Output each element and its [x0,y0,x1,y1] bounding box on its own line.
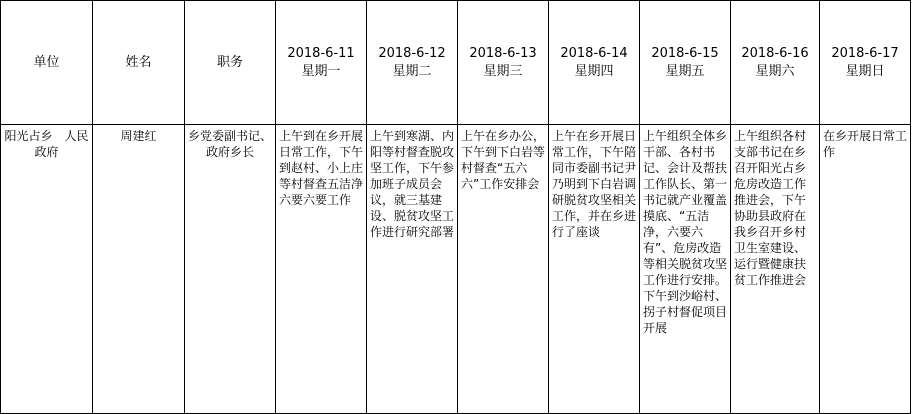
table-row [1,125,911,414]
cell-schedule-day-1: 上午到在乡开展日常工作，下午到赵村、小上庄等村督查五洁净六要六要工作 [276,125,367,414]
header-weekday: 星期五 [665,63,705,79]
header-position: 职务 [185,1,276,125]
header-day-6 [731,1,820,125]
header-row [1,1,911,125]
header-weekday: 星期四 [574,63,614,79]
header-day-3 [458,1,549,125]
cell-schedule-day-4: 上午在乡开展日常工作，下午陪同市委副书记尹乃明到下白岩调研脱贫攻坚相关工作，并在乡进行了座谈 [549,125,640,414]
header-date: 2018-6-15 [651,45,719,61]
cell-schedule-day-5: 上午组织全体乡干部、各村书记、会计及帮扶工作队长、第一书记就产业覆盖摸底、“五洁净，六要六有”、危房改造等相关脱贫攻坚工作进行安排。下午到沙峪村、拐子村督促项目开展 [640,125,731,414]
cell-schedule-day-6: 上午组织各村支部书记在乡召开阳光占乡危房改造工作推进会，下午协助县政府在我乡召开乡村卫生室建设、运行暨健康扶贫工作推进会 [731,125,820,414]
header-date: 2018-6-11 [287,45,355,61]
header-weekday: 星期三 [483,63,523,79]
header-date: 2018-6-12 [378,45,446,61]
header-weekday: 星期二 [392,63,432,79]
header-date: 2018-6-17 [831,45,899,61]
cell-position: 乡党委副书记、政府乡长 [185,125,276,414]
header-day-4 [549,1,640,125]
header-date: 2018-6-16 [741,45,809,61]
header-day-1 [276,1,367,125]
cell-schedule-day-3: 上午在乡办公，下午到下白岩等村督查“五六六”工作安排会 [458,125,549,414]
cell-name: 周建红 [93,125,185,414]
header-date: 2018-6-14 [560,45,628,61]
cell-schedule-day-2: 上午到寒湖、内阳等村督查脱攻坚工作，下午参加班子成员会议，就三基建设、脱贫攻坚工作进行研究部署 [367,125,458,414]
header-day-7 [820,1,911,125]
header-unit: 单位 [1,1,93,125]
header-weekday: 星期一 [301,63,341,79]
cell-unit: 阳光占乡 人民政府 [1,125,93,414]
header-weekday: 星期六 [755,63,795,79]
cell-schedule-day-7: 在乡开展日常工作 [820,125,911,414]
header-date: 2018-6-13 [469,45,537,61]
header-day-5 [640,1,731,125]
header-name: 姓名 [93,1,185,125]
header-day-2 [367,1,458,125]
header-weekday: 星期日 [845,63,885,79]
